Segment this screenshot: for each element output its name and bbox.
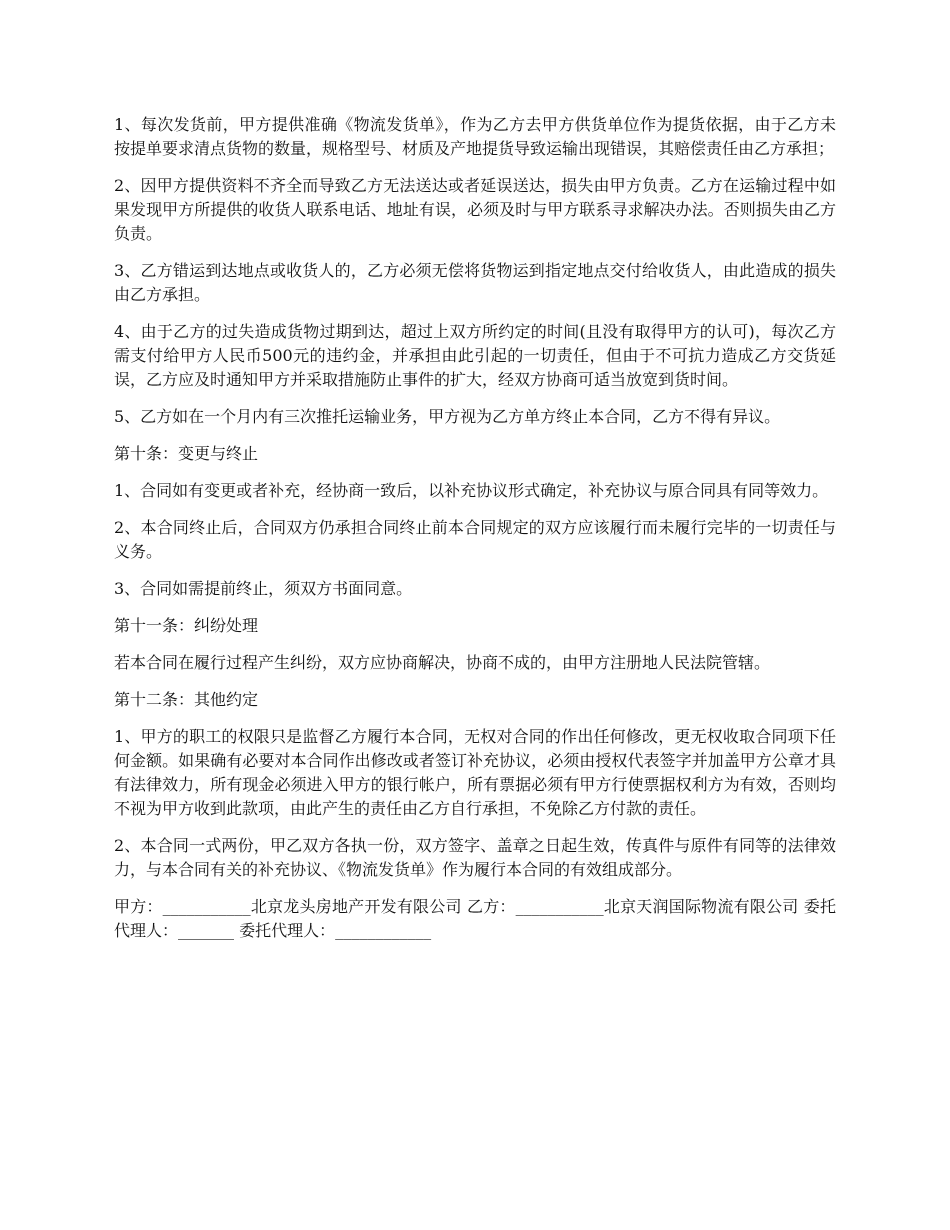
signature-block: 甲方：___________北京龙头房地产开发有限公司 乙方：___________北京天润国际物流有限公司 委托代理人：_______ 委托代理人：____________ xyxy=(114,897,836,940)
clause-11-body: 若本合同在履行过程产生纠纷，双方应协商解决，协商不成的，由甲方注册地人民法院管辖。 xyxy=(114,653,771,672)
article-11-heading: 第十一条：纠纷处理 xyxy=(114,616,259,635)
article-12-heading: 第十二条：其他约定 xyxy=(114,690,259,709)
clause-10-3: 3、合同如需提前终止，须双方书面同意。 xyxy=(114,579,413,598)
clause-9-1: 1、每次发货前，甲方提供准确《物流发货单》，作为乙方去甲方供货单位作为提货依据，由于乙方未按提单要求清点货物的数量，规格型号、材质及产地提货导致运输出现错误，其赔偿责任由乙方承担； xyxy=(114,115,836,158)
clause-9-4: 4、由于乙方的过失造成货物过期到达，超过上双方所约定的时间(且没有取得甲方的认可)，每次乙方需支付给甲方人民币500元的违约金，并承担由此引起的一切责任，但由于不可抗力造成乙方交货延误，乙方应及时通知甲方并采取措施防止事件的扩大，经双方协商可适当放宽到货时间。 xyxy=(114,322,836,389)
clause-9-2: 2、因甲方提供资料不齐全而导致乙方无法送达或者延误送达，损失由甲方负责。乙方在运输过程中如果发现甲方所提供的收货人联系电话、地址有误，必须及时与甲方联系寻求解决办法。否则损失由乙方负责。 xyxy=(114,176,836,243)
article-10-heading: 第十条：变更与终止 xyxy=(114,444,259,463)
clause-12-1: 1、甲方的职工的权限只是监督乙方履行本合同，无权对合同的作出任何修改，更无权收取合同项下任何金额。如果确有必要对本合同作出修改或者签订补充协议，必须由授权代表签字并加盖甲方公章才具有法律效力，所有现金必须进入甲方的银行帐户，所有票据必须有甲方行使票据权利方为有效，否则均不视为甲方收到此款项，由此产生的责任由乙方自行承担，不免除乙方付款的责任。 xyxy=(114,727,836,818)
clause-10-1: 1、合同如有变更或者补充，经协商一致后，以补充协议形式确定，补充协议与原合同具有同等效力。 xyxy=(114,481,829,500)
clause-12-2: 2、本合同一式两份，甲乙双方各执一份，双方签字、盖章之日起生效，传真件与原件有同等的法律效力，与本合同有关的补充协议、《物流发货单》作为履行本合同的有效组成部分。 xyxy=(114,836,836,879)
clause-9-3: 3、乙方错运到达地点或收货人的，乙方必须无偿将货物运到指定地点交付给收货人，由此造成的损失由乙方承担。 xyxy=(114,261,836,304)
clause-10-2: 2、本合同终止后，合同双方仍承担合同终止前本合同规定的双方应该履行而未履行完毕的一切责任与义务。 xyxy=(114,518,836,561)
clause-9-5: 5、乙方如在一个月内有三次推托运输业务，甲方视为乙方单方终止本合同，乙方不得有异议。 xyxy=(114,407,781,426)
contract-page xyxy=(114,113,836,956)
